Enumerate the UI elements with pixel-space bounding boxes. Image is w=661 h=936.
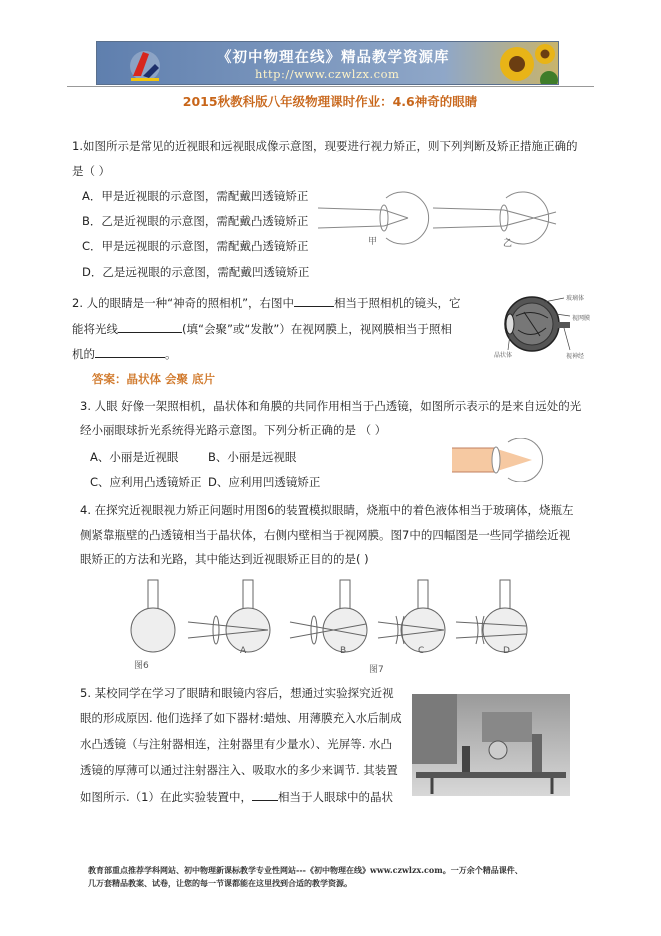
footer xyxy=(88,864,608,890)
q4-label-d: D xyxy=(503,646,510,656)
q3-eye-figure xyxy=(452,438,548,482)
q5-line5-b: 相当于人眼球中的晶状 xyxy=(277,790,393,804)
q1-option-d: D．乙是远视眼的示意图，需配戴凹透镜矫正 xyxy=(82,265,310,279)
q3-option-b: B、小丽是远视眼 xyxy=(208,450,297,464)
q3-option-a: A、小丽是近视眼 xyxy=(90,450,179,464)
q2-label-optic-nerve: 视神经 xyxy=(566,353,585,360)
q4-label-c: C xyxy=(418,646,425,656)
q1-eye-figure xyxy=(318,184,568,250)
q1-stem-line2: 是（ ） xyxy=(72,164,111,178)
q1-fig-label-jia: 甲 xyxy=(368,237,378,247)
q4-flask-figures xyxy=(128,578,548,658)
q1-option-c: C．甲是远视眼的示意图，需配戴凸透镜矫正 xyxy=(82,239,309,253)
header-banner xyxy=(96,41,559,85)
q2-line1-b: 相当于照相机的镜头，它 xyxy=(334,296,461,310)
banner-url[interactable]: http://www.czwlzx.com xyxy=(255,67,400,81)
q3-option-d: D、应利用凹透镜矫正 xyxy=(208,475,321,489)
q4-caption-fig7: 图7 xyxy=(369,665,384,675)
q2-blank-1[interactable] xyxy=(294,294,334,307)
q2-line3-a: 机的 xyxy=(72,347,95,361)
q2-line2-b: (填“会聚”或“发散”）在视网膜上，视网膜相当于照相 xyxy=(182,322,452,336)
q2-label-retina: 视网膜 xyxy=(572,315,591,322)
q5-experiment-photo xyxy=(412,694,570,796)
q5-line2: 眼的形成原因. 他们选择了如下器材:蜡烛、用薄膜充入水后制成 xyxy=(80,711,402,725)
q2-answer: 答案：晶状体 会聚 底片 xyxy=(92,372,216,386)
q5-line3: 水凸透镜（与注射器相连，注射器里有少量水）、光屏等. 水凸 xyxy=(80,737,393,751)
logo-icon xyxy=(130,51,160,81)
q1-option-b: B．乙是近视眼的示意图，需配戴凸透镜矫正 xyxy=(82,214,309,228)
footer-line2: 几万套精品教案、试卷，让您的每一节课都能在这里找到合适的教学资源。 xyxy=(88,878,352,888)
footer-line1: 教育部重点推荐学科网站、初中物理新课标教学专业性网站---《初中物理在线》www.czwlzx.com。一万余个精品课件、 xyxy=(88,865,523,875)
q2-line2-a: 能将光线 xyxy=(72,322,118,336)
q4-stem-line1: 4. 在探究近视眼视力矫正问题时用图6的装置模拟眼睛，烧瓶中的着色液体相当于玻璃体，烧瓶左 xyxy=(80,503,574,517)
q2-line3 xyxy=(72,345,177,362)
q3-stem-line1: 3. 人眼 好像一架照相机，晶状体和角膜的共同作用相当于凸透镜，如图所示表示的是来自远处的光 xyxy=(80,399,582,413)
q3-stem-line2: 经小丽眼球折光系统得光路示意图。下列分析正确的是 （ ） xyxy=(80,423,387,437)
q1-option-a: A．甲是近视眼的示意图，需配戴凹透镜矫正 xyxy=(82,189,309,203)
q5-line1: 5. 某校同学在学习了眼睛和眼镜内容后，想通过实验探究近视 xyxy=(80,686,394,700)
q2-line2 xyxy=(72,320,452,337)
q4-label-b: B xyxy=(340,646,347,656)
banner-title: 《初中物理在线》精品教学资源库 xyxy=(217,49,450,66)
q5-line4: 透镜的厚薄可以通过注射器注入、吸取水的多少来调节. 其装置 xyxy=(80,763,398,777)
header-rule xyxy=(67,86,594,87)
q4-label-a: A xyxy=(240,646,247,656)
q2-line1-a: 2. 人的眼睛是一种“神奇的照相机”，右图中 xyxy=(72,296,295,310)
q4-stem-line2: 侧紧靠瓶壁的凸透镜相当于晶状体，右侧内壁相当于视网膜。图7中的四幅图是一些同学描绘近视 xyxy=(80,528,571,542)
q1-fig-label-yi: 乙 xyxy=(503,239,513,249)
q2-line1 xyxy=(72,294,461,311)
q5-blank-1[interactable] xyxy=(252,788,278,801)
q1-stem-line1: 1.如图所示是常见的近视眼和远视眼成像示意图，现要进行视力矫正，则下列判断及矫正措施正确的 xyxy=(72,139,578,153)
q2-blank-2[interactable] xyxy=(118,320,182,333)
q4-caption-fig6: 图6 xyxy=(134,661,149,671)
q4-stem-line3: 眼矫正的方法和光路，其中能达到近视眼矫正目的的是( ) xyxy=(80,552,369,566)
q5-line5-a: 如图所示.（1）在此实验装置中， xyxy=(80,790,252,804)
q2-label-lens: 晶状体 xyxy=(494,352,513,359)
q3-option-c: C、应利用凸透镜矫正 xyxy=(90,475,202,489)
page-title: 2015秋教科版八年级物理课时作业：4.6神奇的眼睛 xyxy=(182,94,478,109)
q2-line3-b: 。 xyxy=(165,347,177,361)
q2-label-vitreous: 玻璃体 xyxy=(566,295,585,302)
q5-line5 xyxy=(80,788,393,805)
q2-blank-3[interactable] xyxy=(95,345,165,358)
